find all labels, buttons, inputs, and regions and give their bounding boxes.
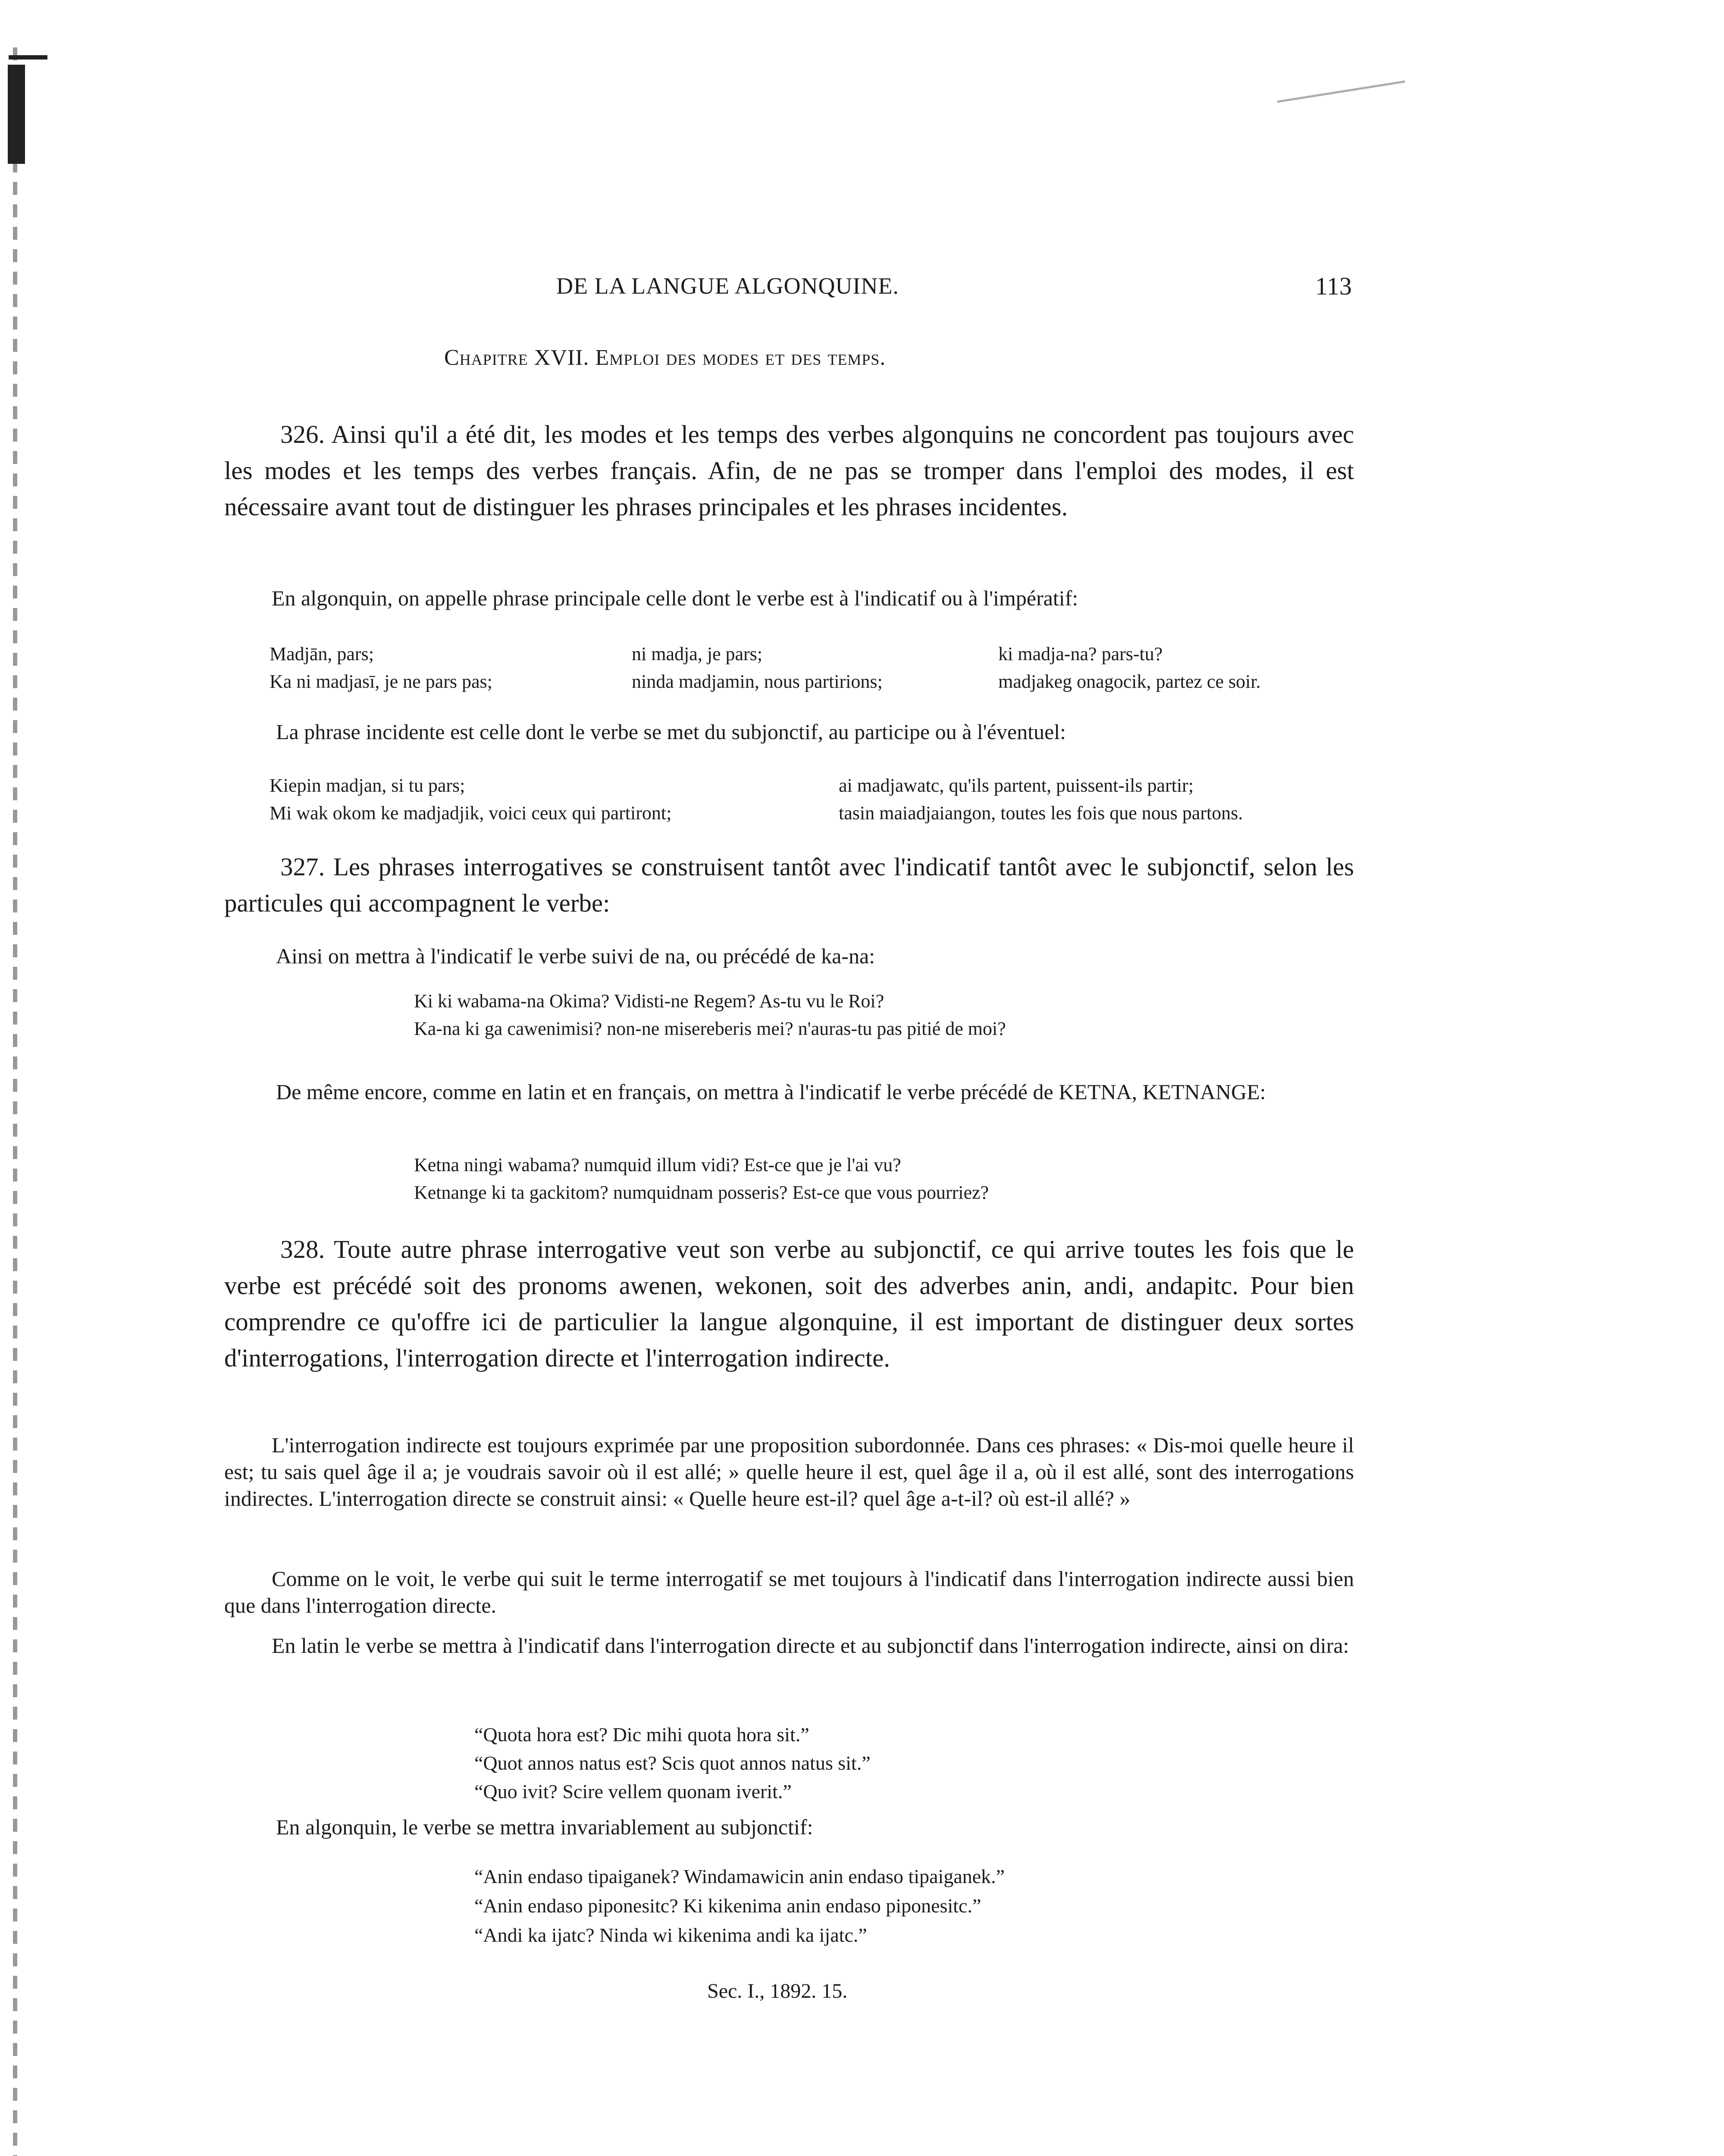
examples-incidente	[270, 772, 1243, 827]
latin-examples	[474, 1720, 871, 1806]
example-item: ni madja, je pars;	[632, 643, 763, 664]
example-item: ai madjawatc, qu'ils partent, puissent-ils partir;	[839, 775, 1194, 796]
example-line: Ketnange ki ta gackitom? numquidnam posseris? Est-ce que vous pourriez?	[414, 1182, 989, 1203]
examples-ketna	[414, 1151, 989, 1206]
examples-na	[414, 987, 1006, 1043]
example-item: ninda madjamin, nous partirions;	[632, 671, 883, 692]
example-row	[270, 772, 1243, 799]
intro-ketna: De même encore, comme en latin et en français, on mettra à l'indicatif le verbe précédé de KETNA, KETNANGE:	[276, 1080, 1266, 1104]
example-item: madjakeg onagocik, partez ce soir.	[998, 671, 1261, 692]
example-item: ki madja-na? pars-tu?	[998, 643, 1163, 664]
intro-phrase-principale: En algonquin, on appelle phrase principale celle dont le verbe est à l'indicatif ou à l'impératif:	[272, 586, 1078, 610]
paragraph-327: 327. Les phrases interrogatives se construisent tantôt avec l'indicatif tantôt avec le subjonctif, selon les particules qui accompagnent le verbe:	[224, 852, 1354, 917]
chapter-heading: Chapitre XVII. Emploi des modes et des temps.	[444, 345, 886, 370]
example-row	[270, 640, 1260, 668]
page-footer: Sec. I., 1892. 15.	[707, 1980, 848, 2002]
example-item: tasin maiadjaiangon, toutes les fois que nous partons.	[839, 802, 1243, 824]
intro-phrase-incidente: La phrase incidente est celle dont le verbe se met du subjonctif, au participe ou à l'éventuel:	[276, 720, 1066, 744]
example-row	[270, 668, 1260, 696]
algonquin-example-line: “Anin endaso piponesitc? Ki kikenima anin endaso piponesitc.”	[474, 1895, 981, 1917]
intro-na: Ainsi on mettra à l'indicatif le verbe suivi de na, ou précédé de ka-na:	[276, 944, 875, 968]
paragraph-326: 326. Ainsi qu'il a été dit, les modes et les temps des verbes algonquins ne concordent pas toujours avec les modes et les temps des verbes français. Afin, de ne pas se tromper dans l'emploi des modes, il est nécessaire avant tout de distinguer les phrases principales et les phrases incidentes.	[224, 420, 1354, 521]
algonquin-example-line: “Andi ka ijatc? Ninda wi kikenima andi ka ijatc.”	[474, 1924, 867, 1946]
paragraph-328: 328. Toute autre phrase interrogative veut son verbe au subjonctif, ce qui arrive toutes les fois que le verbe est précédé soit des pronoms awenen, wekonen, soit des adverbes anin, andi, andapitc. Pour bien comprendre ce qu'offre ici de particulier la langue algonquine, il est important de distinguer deux sortes d'interrogations, l'interrogation directe et l'interrogation indirecte.	[224, 1235, 1354, 1372]
scan-mark	[1277, 81, 1405, 103]
paragraph-comme: Comme on le voit, le verbe qui suit le terme interrogatif se met toujours à l'indicatif dans l'interrogation indirecte aussi bien que dans l'interrogation directe.	[224, 1567, 1354, 1617]
page-binding-mark	[9, 55, 47, 60]
example-item: Ka ni madjasī, je ne pars pas;	[270, 671, 492, 692]
page-binding-edge	[13, 47, 17, 2156]
latin-example-line: “Quo ivit? Scire vellem quonam iverit.”	[474, 1780, 792, 1802]
example-line: Ki ki wabama-na Okima? Vidisti-ne Regem? As-tu vu le Roi?	[414, 990, 884, 1012]
algonquin-examples	[474, 1862, 1005, 1950]
example-line: Ka-na ki ga cawenimisi? non-ne misereberis mei? n'auras-tu pas pitié de moi?	[414, 1018, 1006, 1039]
latin-example-line: “Quot annos natus est? Scis quot annos natus sit.”	[474, 1752, 871, 1774]
example-item: Mi wak okom ke madjadjik, voici ceux qui partiront;	[270, 802, 672, 824]
paragraph-latin: En latin le verbe se mettra à l'indicatif dans l'interrogation directe et au subjonctif dans l'interrogation indirecte, ainsi on dira:	[272, 1633, 1349, 1658]
example-row	[270, 799, 1243, 827]
paragraph-indirecte: L'interrogation indirecte est toujours exprimée par une proposition subordonnée. Dans ces phrases: « Dis-moi quelle heure il est; tu sais quel âge il a; je voudrais savoir où il est allé; » quelle heure il est, quel âge il a, où il est allé, sont des interrogations indirectes. L'interrogation directe se construit ainsi: « Quelle heure est-il? quel âge a-t-il? où est-il allé? »	[224, 1433, 1354, 1510]
example-item: Kiepin madjan, si tu pars;	[270, 775, 465, 796]
latin-example-line: “Quota hora est? Dic mihi quota hora sit.”	[474, 1724, 809, 1745]
example-item: Madjān, pars;	[270, 643, 374, 664]
page-binding-mark	[8, 65, 25, 164]
running-header: DE LA LANGUE ALGONQUINE.	[556, 273, 899, 299]
page-number: 113	[1315, 272, 1352, 300]
paragraph-algonquin: En algonquin, le verbe se mettra invariablement au subjonctif:	[276, 1815, 813, 1839]
algonquin-example-line: “Anin endaso tipaiganek? Windamawicin anin endaso tipaiganek.”	[474, 1865, 1005, 1887]
example-line: Ketna ningi wabama? numquid illum vidi? Est-ce que je l'ai vu?	[414, 1154, 901, 1175]
examples-principale	[270, 640, 1260, 696]
